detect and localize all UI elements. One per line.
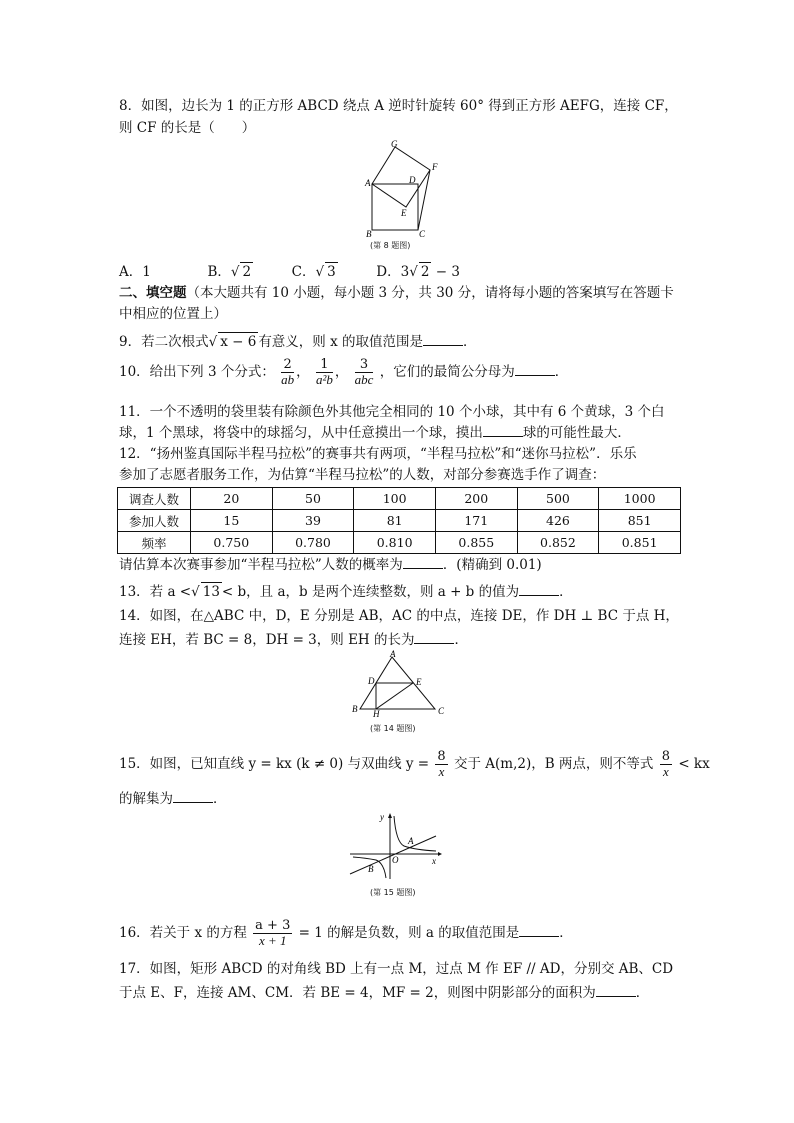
q8-label-g: G <box>391 139 398 149</box>
q8-caption: (第 8 题图) <box>370 241 411 250</box>
q14-label-d: D <box>368 676 375 686</box>
q8-label-c: C <box>419 229 426 239</box>
table-cell: 调查人数 <box>118 488 191 510</box>
q15-caption: (第 15 题图) <box>370 888 416 897</box>
q17-line2-pre: 于点 E、F，连接 AM、CM．若 BE = 4，MF = 2，则图中阴影部分的面积为 <box>119 985 596 1001</box>
table-cell: 0.750 <box>191 532 273 554</box>
table-cell: 426 <box>517 510 599 532</box>
table-cell: 20 <box>191 488 273 510</box>
q11-line1: 11．一个不透明的袋里装有除颜色外其他完全相同的 10 个小球，其中有 6 个黄球，3 个白 <box>119 404 665 420</box>
q8-option-d-coef: 3 <box>400 264 410 280</box>
q14-blank[interactable] <box>414 631 454 644</box>
q14-line2-post: ． <box>454 632 468 648</box>
q16-blank[interactable] <box>519 924 559 937</box>
q10-post: ，它们的最简公分母为 <box>379 364 515 380</box>
q13-mid: < b，且 a，b 是两个连续整数，则 a + b 的值为 <box>221 584 520 600</box>
q16-post: = 1 的解是负数，则 a 的取值范围是 <box>298 925 520 941</box>
q15-pre: 15．如图，已知直线 y = kx (k ≠ 0) 与双曲线 y = <box>119 756 430 772</box>
q15-label-y: y <box>380 812 384 822</box>
q14-label-c: C <box>438 706 445 716</box>
table-cell: 0.852 <box>517 532 599 554</box>
q8-label-a: A <box>365 178 371 188</box>
q17-line2-post: ． <box>635 985 650 1001</box>
q15-fraction-1: $\frac{8}{x}$ <box>437 749 446 779</box>
q15-line2-pre: 的解集为 <box>119 791 173 807</box>
q12-blank[interactable] <box>403 556 443 569</box>
q17-blank[interactable] <box>596 984 636 997</box>
section2-line2: 中相应的位置上） <box>119 306 227 322</box>
section2-heading: 二、填空题 <box>119 285 187 301</box>
q10-fraction-1: $\frac{2}{ab}$ <box>281 357 295 387</box>
q15-fraction-2: $\frac{8}{x}$ <box>661 749 671 779</box>
q17-line1: 17．如图，矩形 ABCD 的对角线 BD 上有一点 M，过点 M 作 EF // AD，分别交 AB、CD <box>119 961 674 977</box>
q14-label-a: A <box>390 649 396 659</box>
table-cell: 频率 <box>118 532 191 554</box>
q8-label-d: D <box>409 175 416 185</box>
q11-line2-pre: 球，1 个黑球，将袋中的球摇匀，从中任意摸出一个球，摸出 <box>119 425 483 441</box>
q8-line2: 则 CF 的长是（ ） <box>119 120 256 136</box>
table-cell: 0.851 <box>599 532 681 554</box>
q8-option-c-label: C． <box>291 264 316 280</box>
q14-figure <box>350 649 450 719</box>
q11-line2-post: 球的可能性最大． <box>522 425 631 441</box>
q8-option-a: A．1 <box>119 264 151 280</box>
table-cell: 500 <box>517 488 599 510</box>
q8-label-b: B <box>366 229 372 239</box>
q9-end: ． <box>463 334 477 350</box>
q15-label-b: B <box>368 864 374 874</box>
q10-blank[interactable] <box>515 363 555 376</box>
q9-blank[interactable] <box>423 333 463 346</box>
table-cell: 0.810 <box>354 532 436 554</box>
q10-end: ． <box>554 364 569 380</box>
q9-line: 9．若二次根式√ x − 6 有意义，则 x 的取值范围是 ． <box>119 334 477 350</box>
table-row <box>118 488 681 510</box>
table-row <box>118 532 681 554</box>
q8-figure <box>363 140 443 240</box>
q11-line2 <box>119 424 631 442</box>
q15-label-a: A <box>408 836 414 846</box>
table-cell: 0.780 <box>272 532 354 554</box>
q9-post: 有意义，则 x 的取值范围是 <box>258 334 424 350</box>
table-cell: 1000 <box>599 488 681 510</box>
q14-line2-pre: 连接 EH，若 BC = 8，DH = 3，则 EH 的长为 <box>119 632 415 648</box>
q10-fraction-2: $\frac{1}{\text{a²b}}$ <box>315 357 333 387</box>
table-cell: 81 <box>354 510 436 532</box>
q16-line <box>119 916 573 950</box>
table-cell: 参加人数 <box>118 510 191 532</box>
table-cell: 39 <box>272 510 354 532</box>
q15-line1 <box>119 747 710 781</box>
table-cell: 171 <box>435 510 517 532</box>
q17-line2 <box>119 984 649 1002</box>
section2-instructions: （本大题共有 10 小题，每小题 3 分，共 30 分，请将每小题的答案填写在答题卡 <box>186 285 674 301</box>
table-cell: 0.855 <box>435 532 517 554</box>
q15-figure <box>348 812 443 882</box>
q8-option-c-radicand: 3 <box>327 264 336 280</box>
q13-radicand: 13 <box>202 584 220 600</box>
table-cell: 15 <box>191 510 273 532</box>
q14-line2 <box>119 631 468 649</box>
q11-blank[interactable] <box>483 424 523 437</box>
q8-option-b-radicand: 2 <box>242 264 252 280</box>
q14-label-b: B <box>352 704 358 714</box>
q12-line3 <box>119 556 542 574</box>
table-cell: 50 <box>272 488 354 510</box>
q13-end: ． <box>559 584 573 600</box>
q15-label-o: O <box>392 855 399 865</box>
section2-line1 <box>119 284 674 302</box>
q10-fraction-3: $\frac{3}{\text{abc}}$ <box>354 357 374 387</box>
q10-line: 10．给出下列 3 个分式： $\frac{2}{ab}$ ， $\frac{1}{\text{a²b}}$ ， $\frac{3}{\text{abc}}$ ，它们的最简公分母为 ． <box>119 357 569 387</box>
q12-line2: 参加了志愿者服务工作，为估算“半程马拉松”的人数，对部分参赛选手作了调查： <box>119 467 606 483</box>
q8-label-e: E <box>401 208 407 218</box>
q8-option-b-label: B． <box>207 264 231 280</box>
q8-line1: 8．如图，边长为 1 的正方形 ABCD 绕点 A 逆时针旋转 60° 得到正方形 AEFG，连接 CF， <box>119 98 678 114</box>
q10-pre: 10．给出下列 3 个分式： <box>119 364 275 380</box>
table-cell: 100 <box>354 488 436 510</box>
q14-caption: (第 14 题图) <box>370 724 416 733</box>
q13-line: 13．若 a <√ 13 < b，且 a，b 是两个连续整数，则 a + b 的值为 ． <box>119 584 573 600</box>
q8-options: A．1 B．√ 2 C．√ 3 D．3√ 2 − 3 <box>119 264 460 280</box>
q9-pre: 9．若二次根式 <box>119 334 209 350</box>
q15-post: < kx <box>678 756 710 772</box>
q15-line2-post: ． <box>213 791 227 807</box>
q14-label-h: H <box>373 709 380 719</box>
q12-line3-pre: 请估算本次赛事参加“半程马拉松”人数的概率为 <box>119 557 403 573</box>
table-cell: 200 <box>435 488 517 510</box>
q12-line1: 12．“扬州鉴真国际半程马拉松”的赛事共有两项，“半程马拉松”和“迷你马拉松”．乐乐 <box>119 446 637 462</box>
q13-pre: 13．若 a < <box>119 584 192 600</box>
q9-radicand: x − 6 <box>220 334 257 350</box>
q8-option-d-tail: − 3 <box>431 264 460 280</box>
q12-line3-post: ．(精确到 0.01) <box>442 557 542 573</box>
q16-end: ． <box>559 925 573 941</box>
table-cell: 851 <box>599 510 681 532</box>
q15-label-x: x <box>432 856 436 866</box>
q16-fraction: $\frac{a + 3}{x + 1}$ <box>255 918 291 948</box>
q15-line2 <box>119 790 227 808</box>
q14-line1: 14．如图，在△ABC 中，D，E 分别是 AB，AC 的中点，连接 DE，作 DH ⊥ BC 于点 H， <box>119 608 679 624</box>
q16-pre: 16．若关于 x 的方程 <box>119 925 247 941</box>
q15-blank[interactable] <box>173 790 213 803</box>
table-row <box>118 510 681 532</box>
q12-survey-table <box>117 487 681 554</box>
q8-option-d-label: D． <box>376 264 401 280</box>
q15-mid: 交于 A(m,2)，B 两点，则不等式 <box>453 756 654 772</box>
q14-label-e: E <box>416 677 422 687</box>
q8-label-f: F <box>432 162 438 172</box>
q13-blank[interactable] <box>519 583 559 596</box>
q8-option-d-radicand: 2 <box>420 264 430 280</box>
